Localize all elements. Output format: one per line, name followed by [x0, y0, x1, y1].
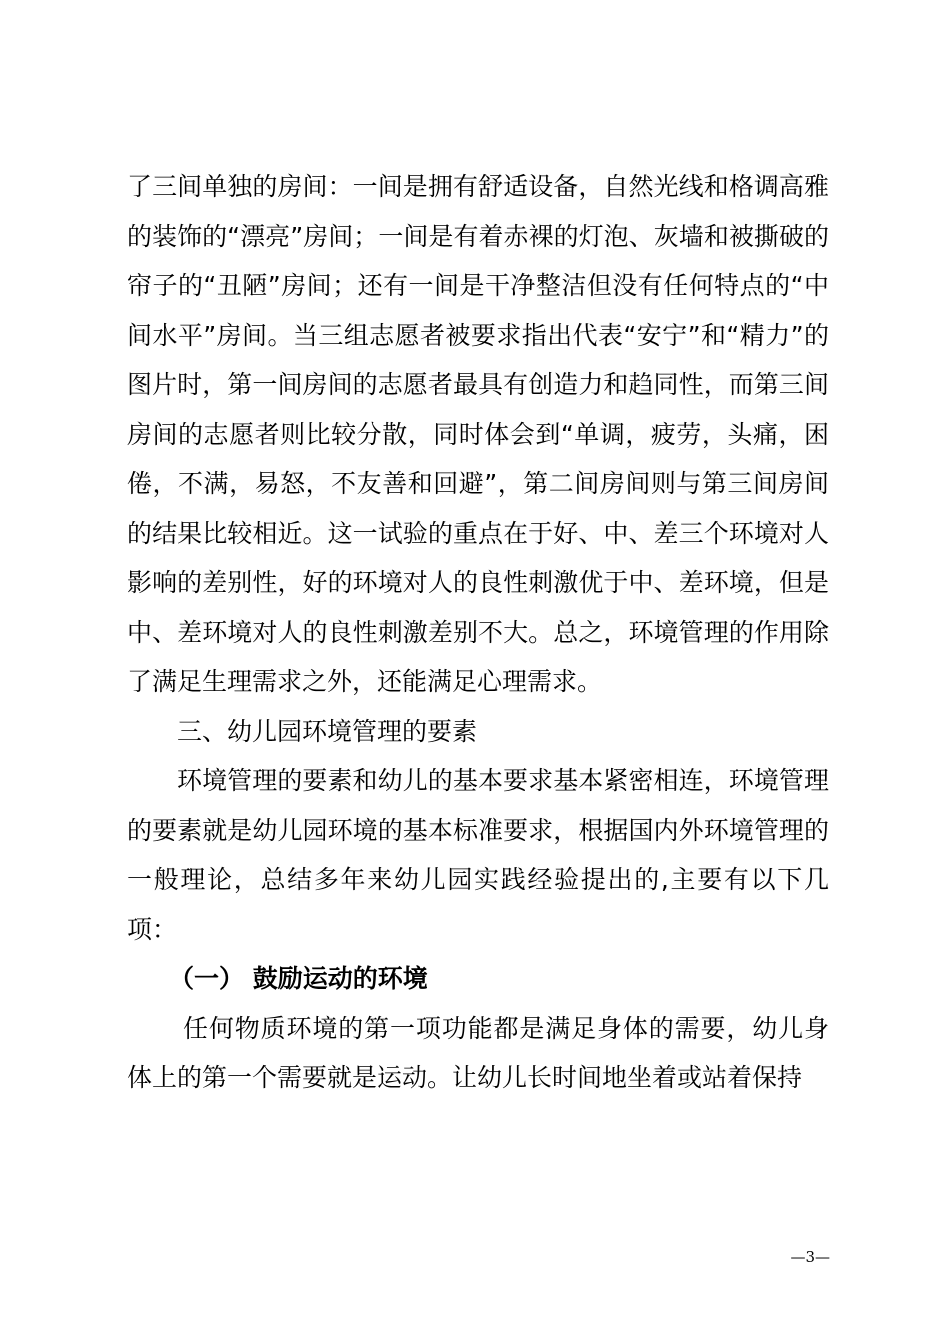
subsection-heading: （一） 鼓励运动的环境 [169, 964, 428, 993]
section-heading: 三、幼儿园环境管理的要素 [177, 716, 478, 746]
document-body [127, 162, 829, 1103]
body-paragraph-1: 了三间单独的房间：一间是拥有舒适设备，自然光线和格调高雅的装饰的“漂亮”房间；一间是有着赤裸的灯泡、灰墙和被撕破的帘子的“丑陋”房间；还有一间是干净整洁但没有任何特点的“中间水平”房间。当三组志愿者被要求指出代表“安宁”和“精力”的图片时，第一间房间的志愿者最具有创造力和趋同性，而第三间房间的志愿者则比较分散，同时体会到“单调，疲劳，头痛，困倦，不满，易怒，不友善和回避”，第二间房间则与第三间房间的结果比较相近。这一试验的重点在于好、中、差三个环境对人影响的差别性，好的环境对人的良性刺激优于中、差环境，但是中、差环境对人的良性刺激差别不大。总之，环境管理的作用除了满足生理需求之外，还能满足心理需求。 [127, 172, 829, 696]
body-paragraph-2: 环境管理的要素和幼儿的基本要求基本紧密相连，环境管理的要素就是幼儿园环境的基本标准要求，根据国内外环境管理的一般理论，总结多年来幼儿园实践经验提出的,主要有以下几项： [127, 766, 829, 944]
page-number: —3— [790, 1248, 830, 1266]
body-paragraph-3: 任何物质环境的第一项功能都是满足身体的需要，幼儿身体上的第一个需要就是运动。让幼儿长时间地坐着或站着保持 [127, 1013, 829, 1092]
